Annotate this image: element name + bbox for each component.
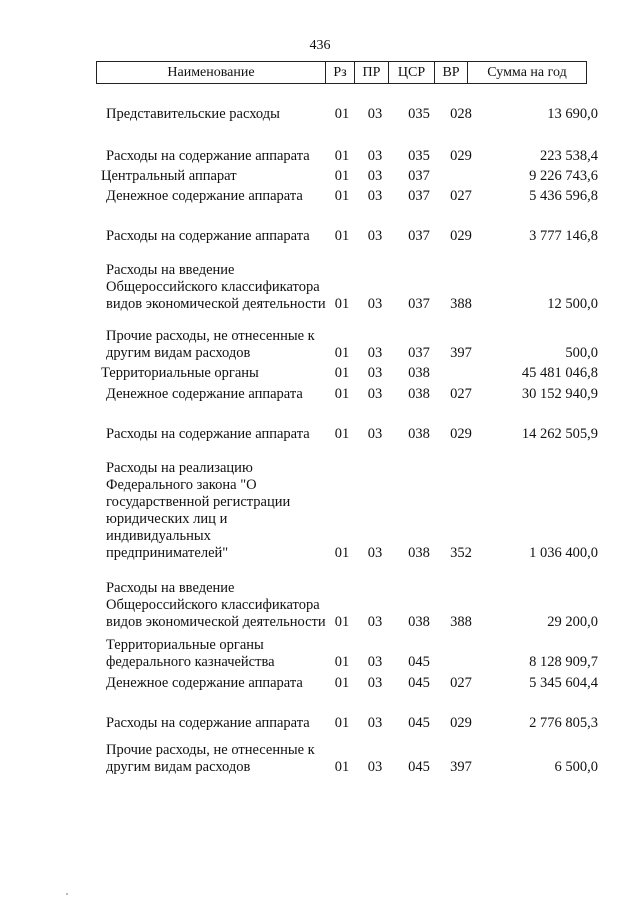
row-csr: 038 (408, 545, 430, 561)
row-rz: 01 (334, 545, 350, 561)
row-vr: 388 (450, 614, 472, 630)
row-pr: 03 (367, 614, 383, 630)
row-name: Расходы на введение Общероссийского классификатора видов экономической деятельности (106, 262, 326, 312)
row-name: Расходы на содержание аппарата (106, 426, 310, 442)
row-rz: 01 (334, 654, 350, 670)
row-name: Расходы на реализацию Федерального закона "О государственной регистрации юридических лиц и индивидуальных предпринимателей" (106, 460, 291, 561)
row-csr: 037 (408, 188, 430, 204)
row-sum: 45 481 046,8 (521, 365, 598, 381)
row-sum: 8 128 909,7 (529, 654, 598, 670)
row-vr: 397 (450, 759, 472, 775)
row-vr: 027 (450, 188, 472, 204)
table-row (0, 168, 640, 185)
row-sum: 2 776 805,3 (529, 715, 598, 731)
row-name: Денежное содержание аппарата (106, 386, 303, 402)
row-rz: 01 (334, 386, 350, 402)
row-pr: 03 (367, 345, 383, 361)
row-pr: 03 (367, 426, 383, 442)
row-name: Расходы на содержание аппарата (106, 715, 310, 731)
row-sum: 3 777 146,8 (529, 228, 598, 244)
row-rz: 01 (334, 426, 350, 442)
table-row (0, 328, 640, 362)
row-rz: 01 (334, 345, 350, 361)
row-vr: 352 (450, 545, 472, 561)
row-pr: 03 (367, 365, 383, 381)
table-row (0, 386, 640, 403)
row-sum: 29 200,0 (547, 614, 598, 630)
row-rz: 01 (334, 188, 350, 204)
row-rz: 01 (334, 168, 350, 184)
row-csr: 045 (408, 654, 430, 670)
header-rz: Рз (326, 62, 355, 84)
page-number: 436 (309, 38, 331, 53)
table-row (0, 188, 640, 205)
row-sum: 13 690,0 (547, 106, 598, 122)
row-name: Представительские расходы (106, 106, 280, 122)
row-vr: 029 (450, 228, 472, 244)
row-pr: 03 (367, 545, 383, 561)
row-sum: 5 345 604,4 (529, 675, 598, 691)
row-name: Центральный аппарат (101, 168, 237, 184)
row-pr: 03 (367, 296, 383, 312)
row-rz: 01 (334, 614, 350, 630)
row-csr: 037 (408, 168, 430, 184)
row-pr: 03 (367, 386, 383, 402)
table-row (0, 365, 640, 382)
row-csr: 037 (408, 296, 430, 312)
row-pr: 03 (367, 759, 383, 775)
table-row (0, 228, 640, 245)
table-row (0, 460, 640, 562)
row-name: Расходы на содержание аппарата (106, 228, 310, 244)
row-pr: 03 (367, 654, 383, 670)
row-rz: 01 (334, 148, 350, 164)
row-vr: 028 (450, 106, 472, 122)
row-csr: 035 (408, 148, 430, 164)
header-name: Наименование (97, 62, 326, 84)
row-rz: 01 (334, 296, 350, 312)
row-vr: 029 (450, 715, 472, 731)
header-sum: Сумма на год (468, 62, 587, 84)
row-pr: 03 (367, 148, 383, 164)
row-rz: 01 (334, 228, 350, 244)
row-name: Расходы на введение Общероссийского классификатора видов экономической деятельности (106, 580, 326, 630)
row-csr: 045 (408, 675, 430, 691)
table-row (0, 742, 640, 776)
row-rz: 01 (334, 715, 350, 731)
row-csr: 038 (408, 365, 430, 381)
row-pr: 03 (367, 675, 383, 691)
row-sum: 223 538,4 (540, 148, 598, 164)
table-row (0, 148, 640, 165)
row-sum: 6 500,0 (554, 759, 598, 775)
row-csr: 045 (408, 759, 430, 775)
table-row (0, 262, 640, 313)
row-csr: 037 (408, 345, 430, 361)
row-pr: 03 (367, 228, 383, 244)
table-row (0, 675, 640, 692)
row-rz: 01 (334, 365, 350, 381)
row-sum: 30 152 940,9 (521, 386, 598, 402)
row-pr: 03 (367, 106, 383, 122)
row-vr: 027 (450, 675, 472, 691)
row-csr: 045 (408, 715, 430, 731)
row-name: Территориальные органы (101, 365, 259, 381)
row-vr: 029 (450, 148, 472, 164)
row-pr: 03 (367, 168, 383, 184)
row-sum: 1 036 400,0 (529, 545, 598, 561)
row-sum: 12 500,0 (547, 296, 598, 312)
row-vr: 388 (450, 296, 472, 312)
row-pr: 03 (367, 715, 383, 731)
row-vr: 397 (450, 345, 472, 361)
row-name: Территориальные органы федерального казначейства (106, 637, 275, 670)
row-vr: 029 (450, 426, 472, 442)
row-rz: 01 (334, 759, 350, 775)
table-header (96, 61, 587, 84)
row-name: Расходы на содержание аппарата (106, 148, 310, 164)
header-csr: ЦСР (389, 62, 435, 84)
row-name: Прочие расходы, не отнесенные к другим видам расходов (106, 328, 315, 361)
table-row (0, 715, 640, 732)
row-pr: 03 (367, 188, 383, 204)
row-rz: 01 (334, 106, 350, 122)
scan-speck (66, 893, 68, 895)
row-csr: 035 (408, 106, 430, 122)
row-name: Денежное содержание аппарата (106, 675, 303, 691)
row-name: Прочие расходы, не отнесенные к другим видам расходов (106, 742, 315, 775)
row-csr: 037 (408, 228, 430, 244)
row-csr: 038 (408, 386, 430, 402)
row-sum: 14 262 505,9 (521, 426, 598, 442)
row-rz: 01 (334, 675, 350, 691)
header-pr: ПР (355, 62, 389, 84)
row-csr: 038 (408, 426, 430, 442)
table-row (0, 106, 640, 123)
row-sum: 500,0 (565, 345, 598, 361)
row-csr: 038 (408, 614, 430, 630)
header-vr: ВР (435, 62, 468, 84)
row-sum: 5 436 596,8 (529, 188, 598, 204)
table-row (0, 426, 640, 443)
table-row (0, 637, 640, 671)
row-vr: 027 (450, 386, 472, 402)
row-sum: 9 226 743,6 (529, 168, 598, 184)
row-name: Денежное содержание аппарата (106, 188, 303, 204)
table-row (0, 580, 640, 631)
